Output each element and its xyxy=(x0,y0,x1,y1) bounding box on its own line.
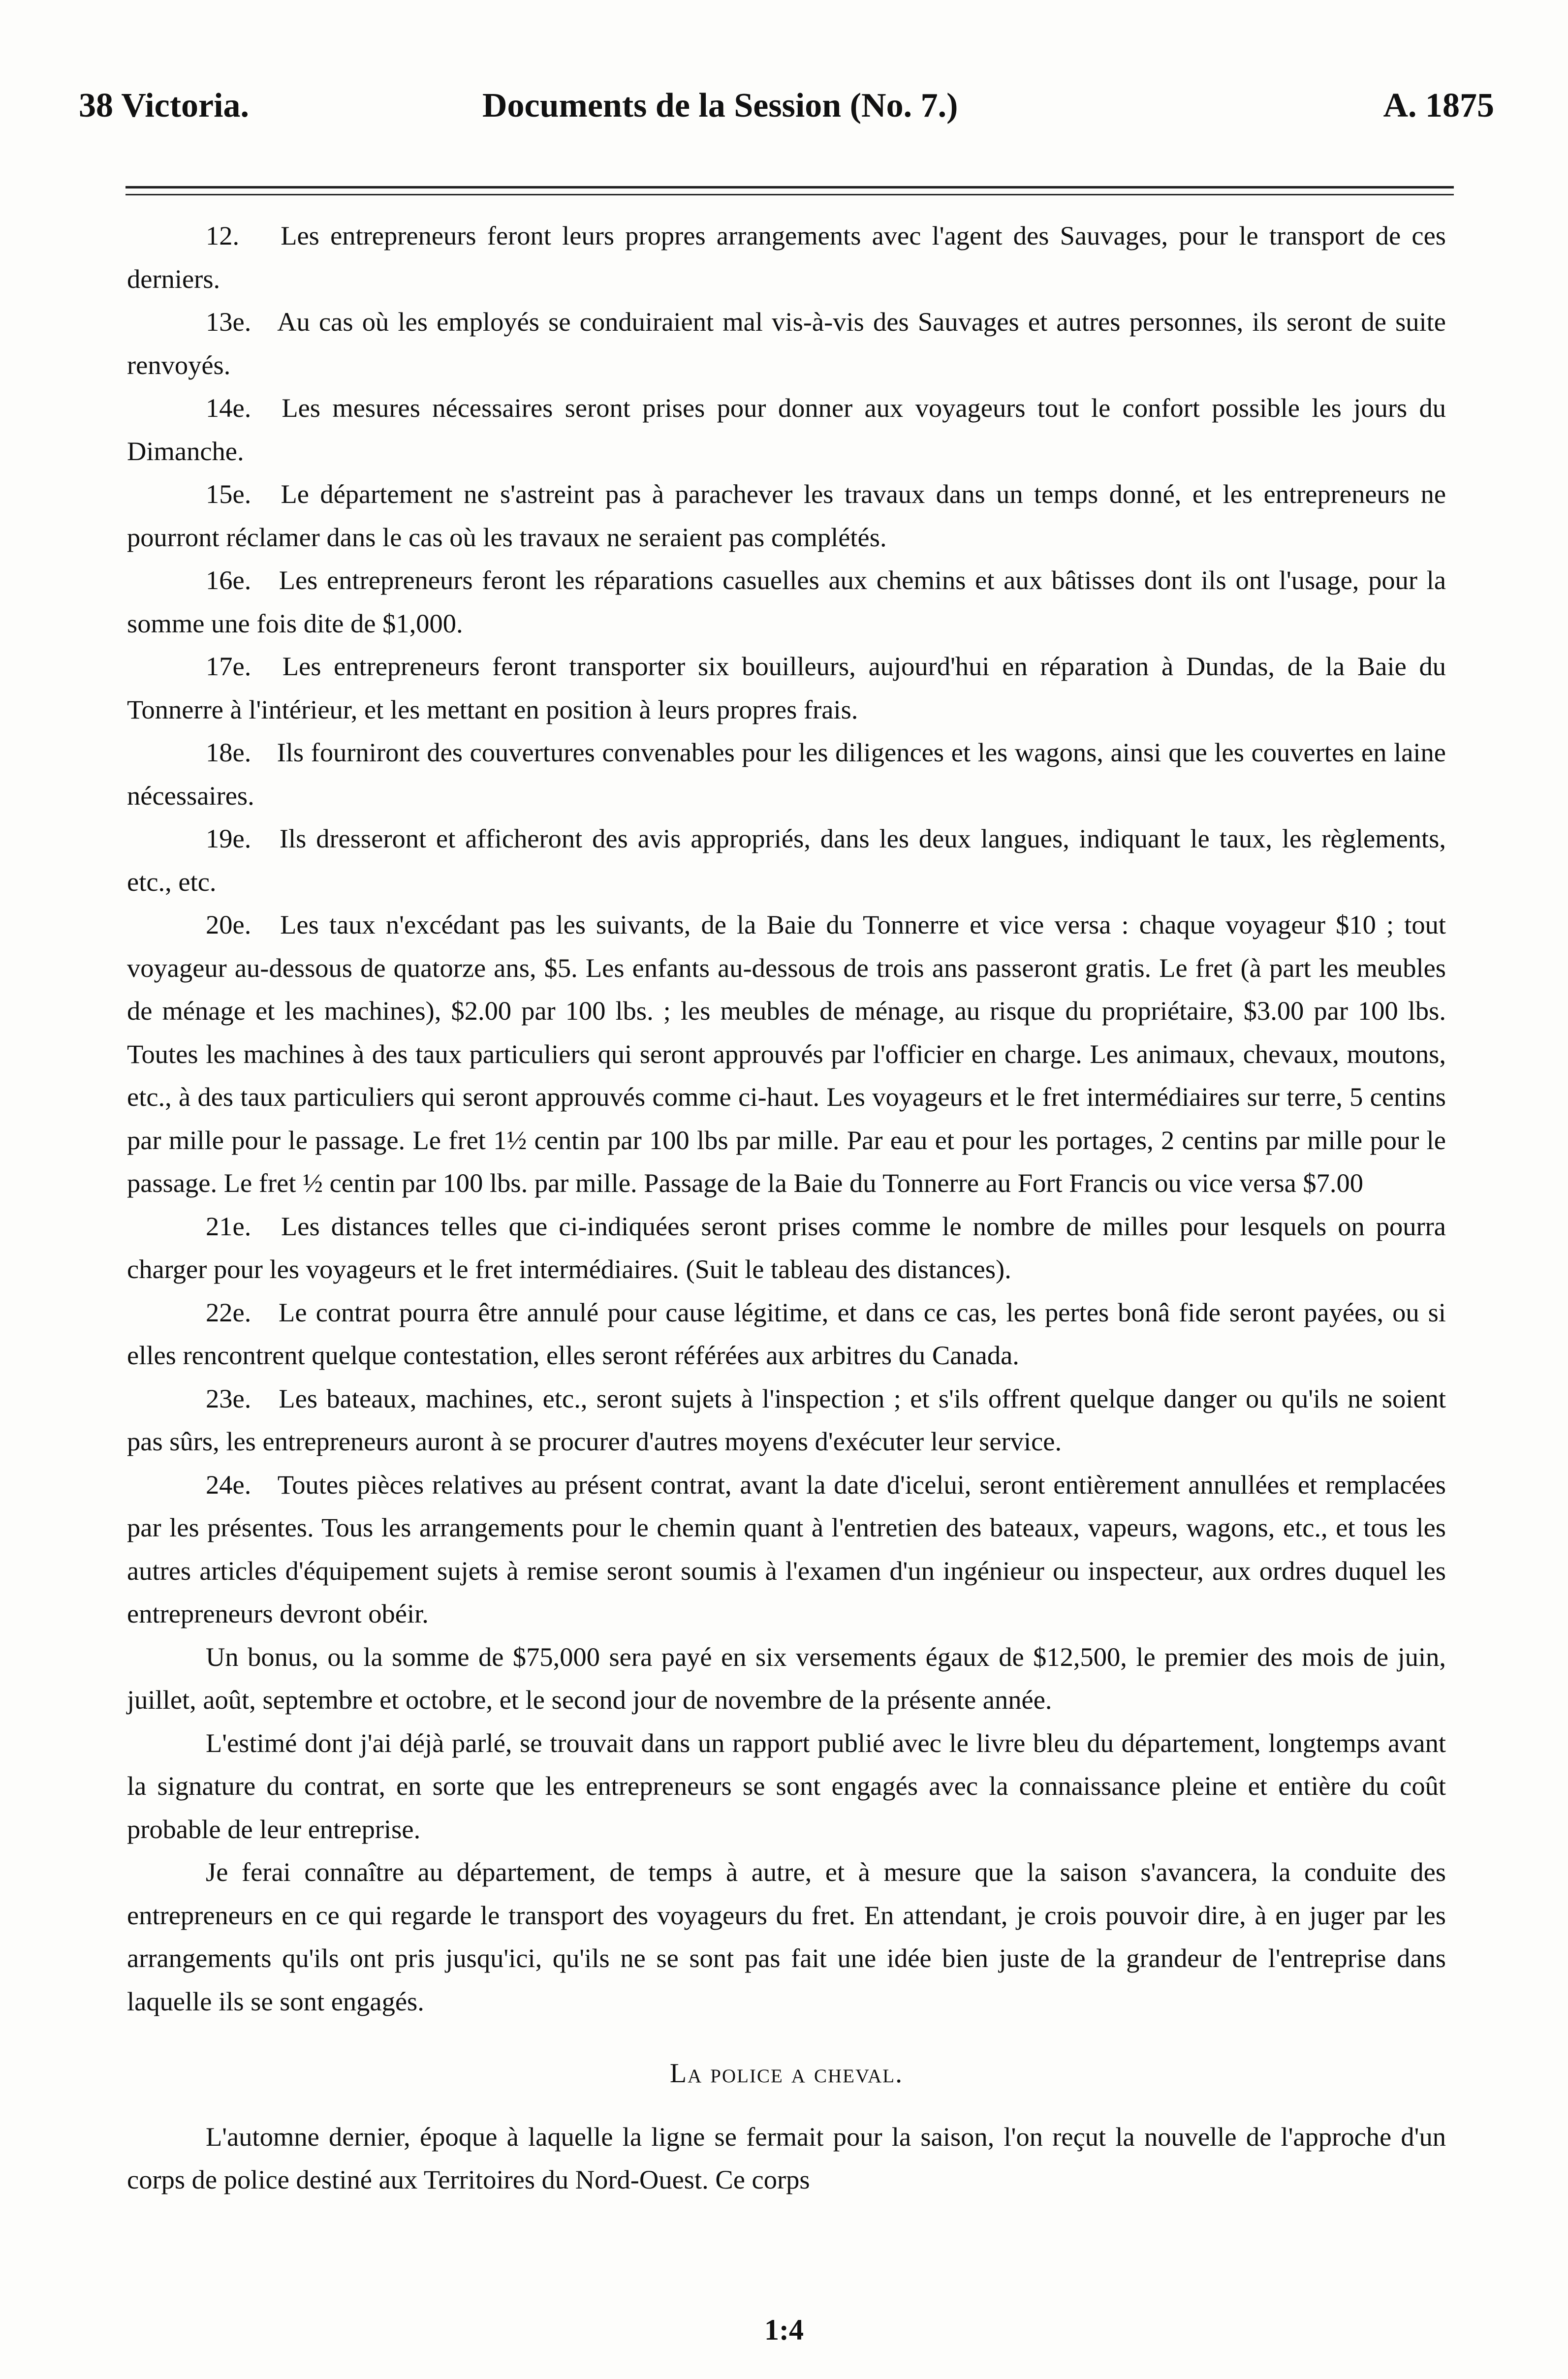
clause-number: 15e. xyxy=(206,479,251,509)
body-paragraph-police: L'automne dernier, époque à laquelle la ligne se fermait pour la saison, l'on reçut la nouvelle de l'approche d'un corps de police destiné aux Territoires du Nord-Ouest. Ce corps xyxy=(127,2121,1446,2194)
clause-16 xyxy=(127,559,1446,645)
document-body xyxy=(127,214,1446,2201)
header-title: Documents de la Session (No. 7.) xyxy=(482,87,958,125)
clause-number: 22e. xyxy=(206,1297,251,1327)
clause-14 xyxy=(127,386,1446,472)
clause-number: 14e. xyxy=(206,393,251,423)
clause-text: Le département ne s'astreint pas à parachever les travaux dans un temps donné, et les entrepreneurs ne pourront réclamer dans le cas où les travaux ne seraient pas complétés. xyxy=(127,479,1446,552)
clause-text: Les distances telles que ci-indiquées seront prises comme le nombre de milles pour lesquels on pourra charger pour les voyageurs et le fret intermédiaires. (Suit le tableau des distances). xyxy=(127,1211,1446,1284)
body-paragraph-conduct: Je ferai connaître au département, de temps à autre, et à mesure que la saison s'avancera, la conduite des entrepreneurs en ce qui regarde le transport des voyageurs du fret. En attendant, je crois pouvoir dire, à en juger par les arrangements qu'ils ont pris jusqu'ici, qu'ils ne se sont pas fait une idée bien juste de la grandeur de l'entreprise dans laquelle ils se sont engagés. xyxy=(127,1857,1446,2016)
clause-number: 17e. xyxy=(206,651,251,681)
body-paragraph-bonus: Un bonus, ou la somme de $75,000 sera payé en six versements égaux de $12,500, le premier des mois de juin, juillet, août, septembre et octobre, et le second jour de novembre de la présente année. xyxy=(127,1641,1446,1715)
clause-number: 13e. xyxy=(206,307,251,337)
clause-number: 20e. xyxy=(206,909,251,939)
clause-text: Ils fourniront des couvertures convenables pour les diligences et les wagons, ainsi que les couvertes en laine nécessaires. xyxy=(127,737,1446,811)
section-heading: La police a cheval. xyxy=(669,2058,904,2089)
clause-text: Les mesures nécessaires seront prises pour donner aux voyageurs tout le confort possible les jours du Dimanche. xyxy=(127,393,1446,466)
clause-18 xyxy=(127,731,1446,817)
header-year: A. 1875 xyxy=(1383,87,1494,125)
header-rule xyxy=(125,186,1454,188)
clause-12 xyxy=(127,214,1446,300)
clause-text: Les entrepreneurs feront leurs propres arrangements avec l'agent des Sauvages, pour le transport de ces derniers. xyxy=(127,220,1446,294)
clause-text: Le contrat pourra être annulé pour cause légitime, et dans ce cas, les pertes bonâ fide seront payées, ou si elles rencontrent quelque contestation, elles seront référées aux arbitres du Canada. xyxy=(127,1297,1446,1370)
clause-text: Au cas où les employés se conduiraient mal vis-à-vis des Sauvages et autres personnes, ils seront de suite renvoyés. xyxy=(127,307,1446,380)
clause-text: Les entrepreneurs feront les réparations casuelles aux chemins et aux bâtisses dont ils ont l'usage, pour la somme une fois dite de $1,000. xyxy=(127,565,1446,638)
clause-24 xyxy=(127,1463,1446,1635)
clause-20 xyxy=(127,903,1446,1205)
clause-number: 16e. xyxy=(206,565,251,595)
page-folio: 1:4 xyxy=(764,2314,804,2346)
clause-number: 21e. xyxy=(206,1211,251,1241)
clause-17 xyxy=(127,645,1446,731)
clause-15 xyxy=(127,472,1446,559)
clause-23 xyxy=(127,1377,1446,1463)
clause-number: 19e. xyxy=(206,823,251,853)
clause-text: Toutes pièces relatives au présent contrat, avant la date d'icelui, seront entièrement annullées et remplacées par les présentes. Tous les arrangements pour le chemin quant à l'entretien des bateaux, vapeurs, wagons, etc., et tous les autres articles d'équipement sujets à remise seront soumis à l'examen d'un ingénieur ou inspecteur, aux ordres duquel les entrepreneurs devront obéir. xyxy=(127,1469,1446,1628)
clause-number: 24e. xyxy=(206,1469,251,1500)
header-rule-thin xyxy=(125,194,1454,195)
clause-19 xyxy=(127,817,1446,903)
running-header xyxy=(79,86,1494,140)
clause-text: Les entrepreneurs feront transporter six bouilleurs, aujourd'hui en réparation à Dundas, de la Baie du Tonnerre à l'intérieur, et les mettant en position à leurs propres frais. xyxy=(127,651,1446,724)
body-paragraph-estimate: L'estimé dont j'ai déjà parlé, se trouvait dans un rapport publié avec le livre bleu du département, longtemps avant la signature du contrat, en sorte que les entrepreneurs se sont engagés avec la connaissance pleine et entière du coût probable de leur entreprise. xyxy=(127,1727,1446,1844)
clause-text: Les bateaux, machines, etc., seront sujets à l'inspection ; et s'ils offrent quelque danger ou qu'ils ne soient pas sûrs, les entrepreneurs auront à se procurer d'autres moyens d'exécuter leur service. xyxy=(127,1383,1446,1456)
clause-number: 23e. xyxy=(206,1383,251,1413)
clause-22 xyxy=(127,1291,1446,1377)
clause-text: Les taux n'excédant pas les suivants, de la Baie du Tonnerre et vice versa : chaque voyageur $10 ; tout voyageur au-dessous de quatorze ans, $5. Les enfants au-dessous de trois ans passeront gratis. Le fret (à part les meubles de ménage et les machines), $2.00 par 100 lbs. ; les meubles de ménage, au risque du propriétaire, $3.00 par 100 lbs. Toutes les machines à des taux particuliers qui seront approuvés par l'officier en charge. Les animaux, chevaux, moutons, etc., à des taux particuliers qui seront approuvés comme ci-haut. Les voyageurs et le fret intermédiaires sur terre, 5 centins par mille pour le passage. Le fret 1½ centin par 100 lbs par mille. Par eau et pour les portages, 2 centins par mille pour le passage. Le fret ½ centin par 100 lbs. par mille. Passage de la Baie du Tonnerre au Fort Francis ou vice versa $7.00 xyxy=(127,909,1446,1198)
clause-number: 12. xyxy=(206,220,240,250)
header-volume: 38 Victoria. xyxy=(79,87,250,125)
clause-21 xyxy=(127,1205,1446,1291)
clause-13 xyxy=(127,300,1446,386)
clause-text: Ils dresseront et afficheront des avis appropriés, dans les deux langues, indiquant le taux, les règlements, etc., etc. xyxy=(127,823,1446,897)
clause-number: 18e. xyxy=(206,737,251,767)
